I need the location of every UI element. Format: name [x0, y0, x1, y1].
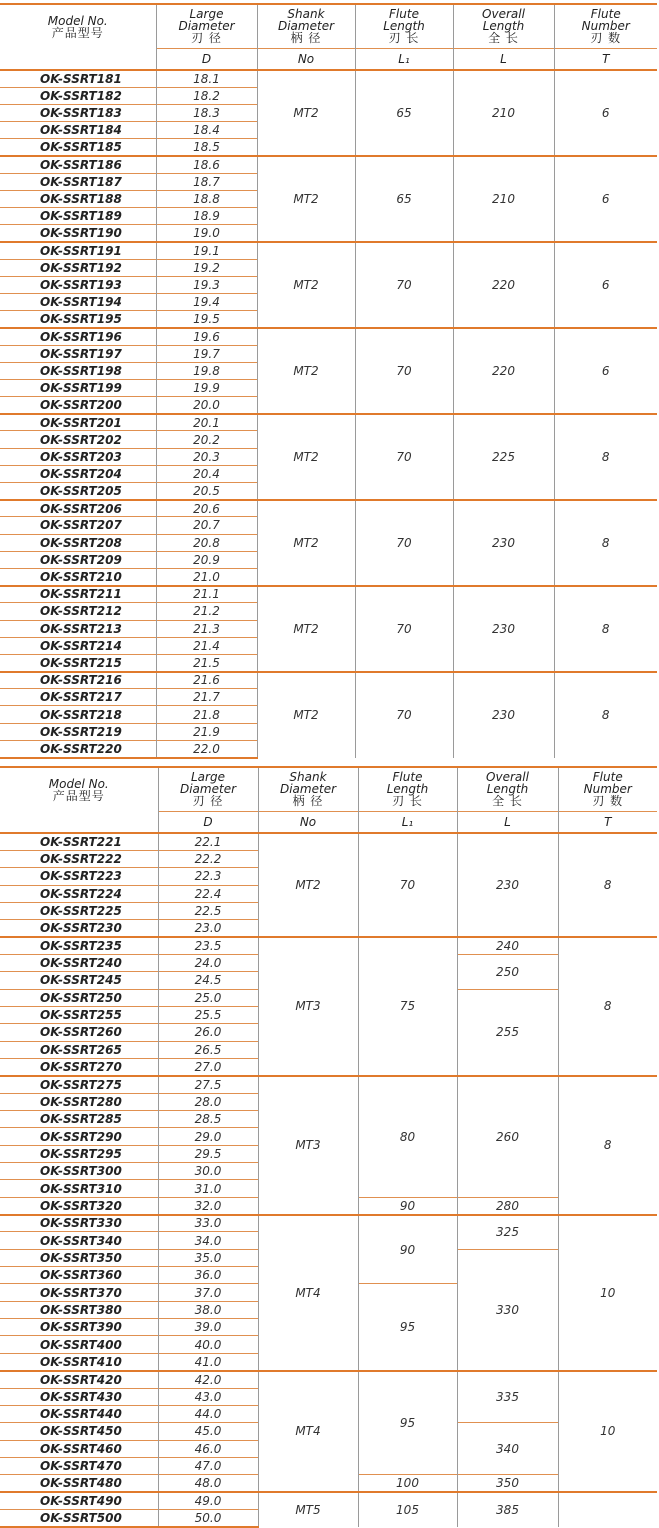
diameter-cell: 21.0: [156, 568, 257, 585]
overall-length-symbol: L: [453, 48, 554, 70]
spec-table-2: [0, 766, 657, 1528]
shank-group-cell: MT2: [257, 586, 355, 672]
diameter-cell: 30.0: [158, 1163, 258, 1180]
model-number-cell: OK-SSRT188: [0, 190, 156, 207]
diameter-cell: 20.1: [156, 414, 257, 431]
overall-length-symbol-2: L: [457, 811, 558, 833]
model-number-cell: OK-SSRT230: [0, 920, 158, 937]
model-number-cell: OK-SSRT400: [0, 1336, 158, 1353]
num-group-cell: 8: [558, 1076, 657, 1215]
diameter-cell: 20.8: [156, 534, 257, 551]
shank-group-cell: MT3: [258, 1076, 358, 1215]
flute-number-header: Flute Number 刃 数: [554, 4, 657, 48]
model-number-cell: OK-SSRT199: [0, 379, 156, 396]
diameter-cell: 33.0: [158, 1215, 258, 1232]
diameter-cell: 27.0: [158, 1058, 258, 1075]
diameter-cell: 48.0: [158, 1475, 258, 1492]
model-number-cell: OK-SSRT212: [0, 603, 156, 620]
diameter-cell: 21.8: [156, 706, 257, 723]
model-number-cell: OK-SSRT440: [0, 1405, 158, 1422]
num-group-cell: 6: [554, 70, 657, 156]
flute-length-header-2: Flute Length 刃 长: [358, 767, 457, 811]
shank-symbol-2: No: [258, 811, 358, 833]
shank-group-cell: MT4: [258, 1215, 358, 1371]
flute-group-cell: 100: [358, 1475, 457, 1492]
diameter-cell: 19.0: [156, 225, 257, 242]
diameter-cell: 22.1: [158, 833, 258, 850]
flute-group-cell: 90: [358, 1215, 457, 1284]
model-number-cell: OK-SSRT310: [0, 1180, 158, 1197]
diameter-cell: 19.5: [156, 311, 257, 328]
model-number-cell: OK-SSRT207: [0, 517, 156, 534]
num-group-cell: 8: [554, 672, 657, 758]
diameter-cell: 18.6: [156, 156, 257, 173]
model-number-cell: OK-SSRT182: [0, 87, 156, 104]
diameter-cell: 39.0: [158, 1319, 258, 1336]
diameter-cell: 19.2: [156, 259, 257, 276]
diameter-cell: 19.4: [156, 293, 257, 310]
overall-length-header: Overall Length 全 长: [453, 4, 554, 48]
overall-group-cell: 230: [457, 833, 558, 937]
diameter-cell: 23.0: [158, 920, 258, 937]
flute-length-header: Flute Length 刃 长: [355, 4, 453, 48]
model-number-cell: OK-SSRT220: [0, 740, 156, 757]
shank-group-cell: MT2: [257, 328, 355, 414]
model-number-cell: OK-SSRT225: [0, 902, 158, 919]
model-number-cell: OK-SSRT295: [0, 1145, 158, 1162]
model-number-cell: OK-SSRT198: [0, 362, 156, 379]
model-number-cell: OK-SSRT420: [0, 1371, 158, 1388]
diameter-cell: 34.0: [158, 1232, 258, 1249]
model-number-cell: OK-SSRT210: [0, 568, 156, 585]
model-number-cell: OK-SSRT206: [0, 500, 156, 517]
diameter-cell: 29.5: [158, 1145, 258, 1162]
model-number-cell: OK-SSRT370: [0, 1284, 158, 1301]
diameter-cell: 32.0: [158, 1197, 258, 1214]
diameter-cell: 42.0: [158, 1371, 258, 1388]
overall-group-cell: 255: [457, 989, 558, 1076]
flute-group-cell: 70: [355, 500, 453, 586]
shank-group-cell: MT2: [258, 833, 358, 937]
flute-group-cell: 70: [355, 328, 453, 414]
num-group-cell: 8: [558, 937, 657, 1076]
model-number-cell: OK-SSRT203: [0, 448, 156, 465]
diameter-cell: 24.0: [158, 954, 258, 971]
overall-group-cell: 260: [457, 1076, 558, 1197]
diameter-header-2: Large Diameter 刃 径: [158, 767, 258, 811]
diameter-cell: 18.4: [156, 122, 257, 139]
diameter-cell: 21.3: [156, 620, 257, 637]
shank-symbol: No: [257, 48, 355, 70]
diameter-cell: 20.5: [156, 483, 257, 500]
model-number-cell: OK-SSRT275: [0, 1076, 158, 1093]
model-number-cell: OK-SSRT270: [0, 1058, 158, 1075]
diameter-cell: 19.9: [156, 379, 257, 396]
diameter-cell: 19.8: [156, 362, 257, 379]
model-number-cell: OK-SSRT211: [0, 586, 156, 603]
diameter-cell: 28.5: [158, 1111, 258, 1128]
overall-group-cell: 350: [457, 1475, 558, 1492]
num-group-cell: 8: [558, 833, 657, 937]
diameter-cell: 20.7: [156, 517, 257, 534]
diameter-cell: 18.5: [156, 139, 257, 156]
diameter-cell: 24.5: [158, 972, 258, 989]
model-number-cell: OK-SSRT330: [0, 1215, 158, 1232]
d-symbol: D: [156, 48, 257, 70]
diameter-cell: 50.0: [158, 1509, 258, 1526]
diameter-cell: 20.3: [156, 448, 257, 465]
model-number-cell: OK-SSRT360: [0, 1267, 158, 1284]
model-header: Model No. 产品型号: [0, 4, 156, 48]
spec-table-1: [0, 3, 657, 759]
model-number-cell: OK-SSRT245: [0, 972, 158, 989]
model-number-cell: OK-SSRT280: [0, 1093, 158, 1110]
model-number-cell: OK-SSRT191: [0, 242, 156, 259]
model-number-cell: OK-SSRT380: [0, 1301, 158, 1318]
diameter-cell: 38.0: [158, 1301, 258, 1318]
flute-length-symbol-2: L₁: [358, 811, 457, 833]
diameter-cell: 21.2: [156, 603, 257, 620]
diameter-cell: 44.0: [158, 1405, 258, 1422]
overall-group-cell: 330: [457, 1249, 558, 1370]
flute-group-cell: 95: [358, 1284, 457, 1371]
diameter-cell: 25.0: [158, 989, 258, 1006]
model-number-cell: OK-SSRT205: [0, 483, 156, 500]
model-number-cell: OK-SSRT187: [0, 173, 156, 190]
model-number-cell: OK-SSRT450: [0, 1423, 158, 1440]
diameter-cell: 41.0: [158, 1353, 258, 1370]
overall-length-header-2: Overall Length 全 长: [457, 767, 558, 811]
flute-length-symbol: L₁: [355, 48, 453, 70]
model-number-cell: OK-SSRT300: [0, 1163, 158, 1180]
model-number-cell: OK-SSRT215: [0, 654, 156, 671]
diameter-cell: 18.9: [156, 208, 257, 225]
model-number-cell: OK-SSRT222: [0, 850, 158, 867]
model-symbol: [0, 48, 156, 70]
overall-group-cell: 210: [453, 156, 554, 242]
model-number-cell: OK-SSRT265: [0, 1041, 158, 1058]
shank-header-2: Shank Diameter 柄 径: [258, 767, 358, 811]
flute-group-cell: 80: [358, 1076, 457, 1197]
d-symbol-2: D: [158, 811, 258, 833]
diameter-cell: 19.6: [156, 328, 257, 345]
model-number-cell: OK-SSRT410: [0, 1353, 158, 1370]
overall-group-cell: 325: [457, 1215, 558, 1250]
diameter-cell: 22.3: [158, 868, 258, 885]
overall-group-cell: 240: [457, 937, 558, 954]
model-header-2: Model No. 产品型号: [0, 767, 158, 811]
diameter-cell: 21.1: [156, 586, 257, 603]
diameter-cell: 21.9: [156, 723, 257, 740]
model-number-cell: OK-SSRT186: [0, 156, 156, 173]
model-number-cell: OK-SSRT183: [0, 104, 156, 121]
overall-group-cell: 280: [457, 1197, 558, 1214]
model-number-cell: OK-SSRT217: [0, 689, 156, 706]
model-number-cell: OK-SSRT200: [0, 397, 156, 414]
model-number-cell: OK-SSRT209: [0, 551, 156, 568]
flute-group-cell: 65: [355, 70, 453, 156]
flute-group-cell: 75: [358, 937, 457, 1076]
overall-group-cell: 335: [457, 1371, 558, 1423]
diameter-cell: 22.4: [158, 885, 258, 902]
overall-group-cell: 250: [457, 954, 558, 989]
model-number-cell: OK-SSRT195: [0, 311, 156, 328]
model-number-cell: OK-SSRT430: [0, 1388, 158, 1405]
model-number-cell: OK-SSRT194: [0, 293, 156, 310]
diameter-cell: 45.0: [158, 1423, 258, 1440]
overall-group-cell: 220: [453, 328, 554, 414]
diameter-cell: 49.0: [158, 1492, 258, 1509]
shank-group-cell: MT4: [258, 1371, 358, 1492]
num-group-cell: 8: [554, 586, 657, 672]
diameter-cell: 19.3: [156, 276, 257, 293]
overall-group-cell: 220: [453, 242, 554, 328]
model-number-cell: OK-SSRT201: [0, 414, 156, 431]
num-group-cell: 6: [554, 328, 657, 414]
model-number-cell: OK-SSRT192: [0, 259, 156, 276]
num-group-cell: 8: [554, 414, 657, 500]
diameter-cell: 20.6: [156, 500, 257, 517]
overall-group-cell: 225: [453, 414, 554, 500]
diameter-cell: 21.5: [156, 654, 257, 671]
diameter-cell: 18.8: [156, 190, 257, 207]
model-number-cell: OK-SSRT181: [0, 70, 156, 87]
diameter-cell: 29.0: [158, 1128, 258, 1145]
model-number-cell: OK-SSRT240: [0, 954, 158, 971]
diameter-cell: 18.1: [156, 70, 257, 87]
model-number-cell: OK-SSRT185: [0, 139, 156, 156]
diameter-cell: 31.0: [158, 1180, 258, 1197]
model-number-cell: OK-SSRT255: [0, 1006, 158, 1023]
model-number-cell: OK-SSRT196: [0, 328, 156, 345]
model-number-cell: OK-SSRT250: [0, 989, 158, 1006]
diameter-cell: 19.7: [156, 345, 257, 362]
num-group-cell: 8: [554, 500, 657, 586]
model-number-cell: OK-SSRT193: [0, 276, 156, 293]
flute-group-cell: 70: [355, 242, 453, 328]
diameter-cell: 35.0: [158, 1249, 258, 1266]
num-group-cell: [558, 1492, 657, 1527]
diameter-cell: 27.5: [158, 1076, 258, 1093]
shank-group-cell: MT2: [257, 500, 355, 586]
diameter-cell: 25.5: [158, 1006, 258, 1023]
model-number-cell: OK-SSRT219: [0, 723, 156, 740]
diameter-cell: 22.2: [158, 850, 258, 867]
flute-group-cell: 95: [358, 1371, 457, 1475]
model-number-cell: OK-SSRT190: [0, 225, 156, 242]
shank-group-cell: MT2: [257, 70, 355, 156]
diameter-cell: 23.5: [158, 937, 258, 954]
flute-group-cell: 70: [358, 833, 457, 937]
model-number-cell: OK-SSRT218: [0, 706, 156, 723]
diameter-cell: 46.0: [158, 1440, 258, 1457]
shank-group-cell: MT3: [258, 937, 358, 1076]
diameter-cell: 36.0: [158, 1267, 258, 1284]
flute-group-cell: 70: [355, 414, 453, 500]
diameter-cell: 18.3: [156, 104, 257, 121]
model-number-cell: OK-SSRT213: [0, 620, 156, 637]
diameter-cell: 19.1: [156, 242, 257, 259]
diameter-header: Large Diameter 刃 径: [156, 4, 257, 48]
model-number-cell: OK-SSRT197: [0, 345, 156, 362]
model-number-cell: OK-SSRT350: [0, 1249, 158, 1266]
diameter-cell: 28.0: [158, 1093, 258, 1110]
model-number-cell: OK-SSRT500: [0, 1509, 158, 1526]
num-group-cell: 6: [554, 156, 657, 242]
flute-group-cell: 90: [358, 1197, 457, 1214]
overall-group-cell: 210: [453, 70, 554, 156]
model-symbol-2: [0, 811, 158, 833]
model-number-cell: OK-SSRT490: [0, 1492, 158, 1509]
shank-group-cell: MT2: [257, 414, 355, 500]
diameter-cell: 21.4: [156, 637, 257, 654]
shank-header: Shank Diameter 柄 径: [257, 4, 355, 48]
model-number-cell: OK-SSRT480: [0, 1475, 158, 1492]
shank-group-cell: MT2: [257, 242, 355, 328]
overall-group-cell: 230: [453, 672, 554, 758]
model-number-cell: OK-SSRT204: [0, 465, 156, 482]
model-number-cell: OK-SSRT470: [0, 1457, 158, 1474]
diameter-cell: 22.5: [158, 902, 258, 919]
model-number-cell: OK-SSRT208: [0, 534, 156, 551]
diameter-cell: 21.7: [156, 689, 257, 706]
diameter-cell: 26.5: [158, 1041, 258, 1058]
flute-group-cell: 65: [355, 156, 453, 242]
num-group-cell: 10: [558, 1215, 657, 1371]
diameter-cell: 18.7: [156, 173, 257, 190]
diameter-cell: 20.2: [156, 431, 257, 448]
model-number-cell: OK-SSRT285: [0, 1111, 158, 1128]
model-number-cell: OK-SSRT320: [0, 1197, 158, 1214]
model-number-cell: OK-SSRT216: [0, 672, 156, 689]
overall-group-cell: 230: [453, 586, 554, 672]
diameter-cell: 20.4: [156, 465, 257, 482]
diameter-cell: 40.0: [158, 1336, 258, 1353]
diameter-cell: 47.0: [158, 1457, 258, 1474]
model-number-cell: OK-SSRT214: [0, 637, 156, 654]
diameter-cell: 20.0: [156, 397, 257, 414]
overall-group-cell: 340: [457, 1423, 558, 1475]
diameter-cell: 20.9: [156, 551, 257, 568]
model-number-cell: OK-SSRT224: [0, 885, 158, 902]
model-number-cell: OK-SSRT202: [0, 431, 156, 448]
flute-group-cell: 105: [358, 1492, 457, 1527]
shank-group-cell: MT5: [258, 1492, 358, 1527]
diameter-cell: 43.0: [158, 1388, 258, 1405]
model-number-cell: OK-SSRT260: [0, 1024, 158, 1041]
flute-group-cell: 70: [355, 672, 453, 758]
model-number-cell: OK-SSRT340: [0, 1232, 158, 1249]
num-group-cell: 6: [554, 242, 657, 328]
diameter-cell: 21.6: [156, 672, 257, 689]
shank-group-cell: MT2: [257, 672, 355, 758]
diameter-cell: 26.0: [158, 1024, 258, 1041]
diameter-cell: 18.2: [156, 87, 257, 104]
flute-number-header-2: Flute Number 刃 数: [558, 767, 657, 811]
diameter-cell: 22.0: [156, 740, 257, 757]
model-number-cell: OK-SSRT290: [0, 1128, 158, 1145]
num-group-cell: 10: [558, 1371, 657, 1492]
model-number-cell: OK-SSRT235: [0, 937, 158, 954]
flute-group-cell: 70: [355, 586, 453, 672]
model-number-cell: OK-SSRT184: [0, 122, 156, 139]
model-number-cell: OK-SSRT390: [0, 1319, 158, 1336]
overall-group-cell: 385: [457, 1492, 558, 1527]
model-number-cell: OK-SSRT189: [0, 208, 156, 225]
model-number-cell: OK-SSRT223: [0, 868, 158, 885]
model-number-cell: OK-SSRT460: [0, 1440, 158, 1457]
shank-group-cell: MT2: [257, 156, 355, 242]
flute-number-symbol: T: [554, 48, 657, 70]
model-number-cell: OK-SSRT221: [0, 833, 158, 850]
flute-number-symbol-2: T: [558, 811, 657, 833]
diameter-cell: 37.0: [158, 1284, 258, 1301]
overall-group-cell: 230: [453, 500, 554, 586]
